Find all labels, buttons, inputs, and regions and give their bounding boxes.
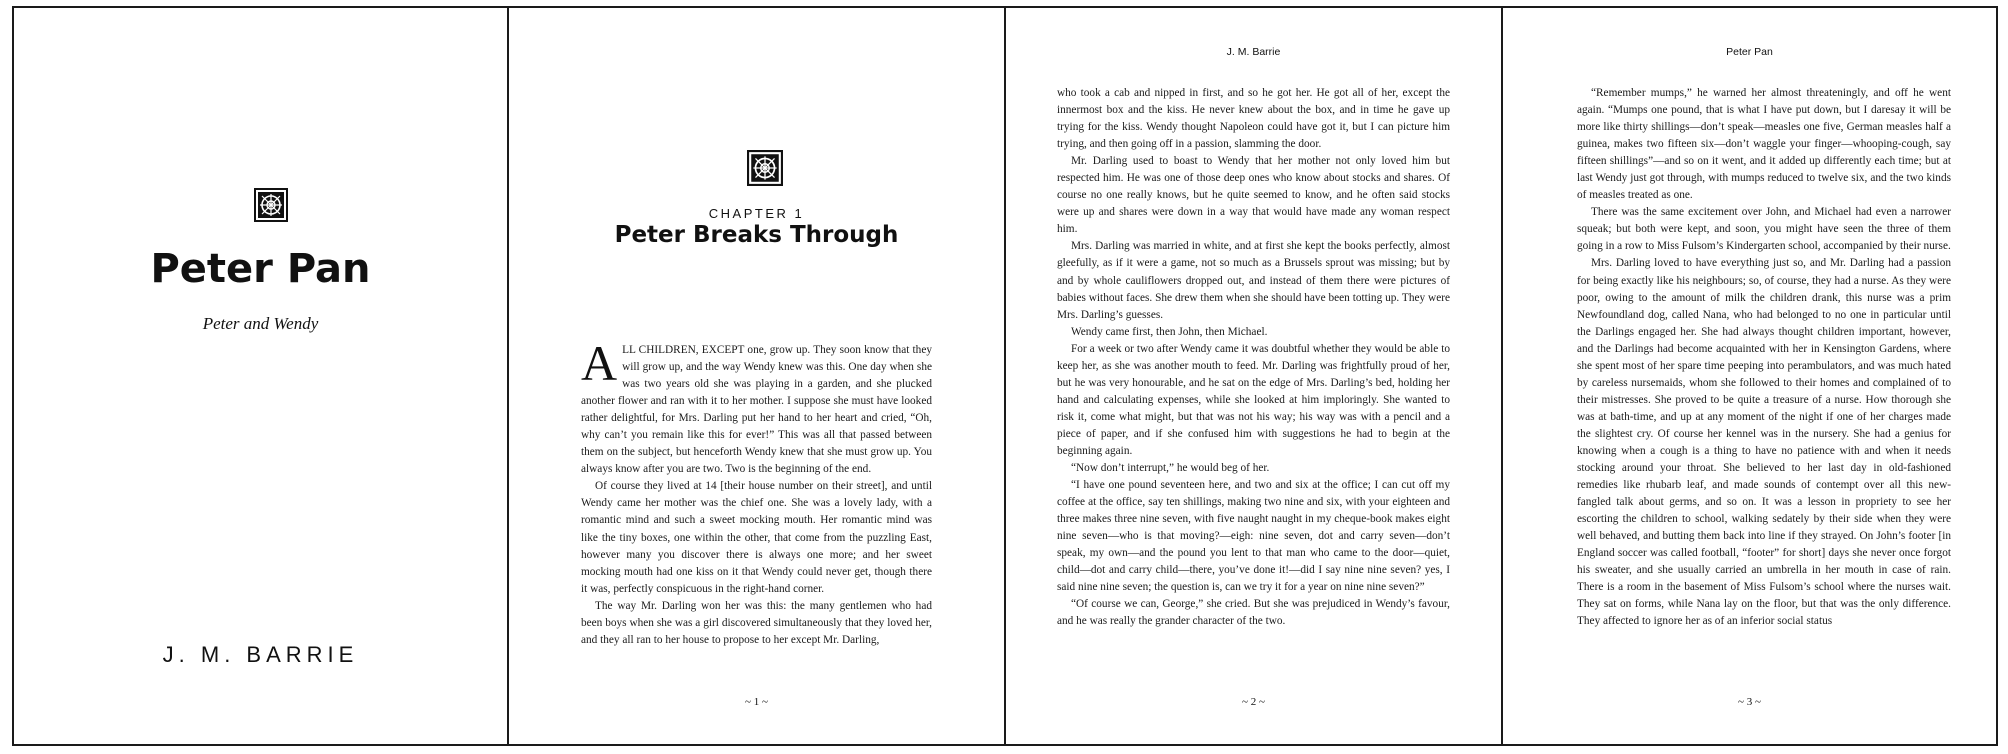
chapter-body: [581, 335, 932, 649]
paragraph: There was the same excitement over John, and Michael had even a narrower squeak; but both were kept, and soon, you might have seen the three of them going in a row to Miss Fulsom’s Kindergarten school, accompanied by their nurse.: [1577, 206, 1951, 253]
running-head: J. M. Barrie: [1226, 46, 1281, 58]
page-body: [1057, 85, 1450, 631]
opening-text: LL CHILDREN, EXCEPT one, grow up. They soon know that they will grow up, and the way Wendy knew was this. One day when she was two years old she was playing in a garden, and she plucked another flower and ran with it to her mother. I suppose she must have looked rather delightful, for Mrs. Darling put her hand to her heart and cried, “Oh, why can’t you remain like this for ever!” This was all that passed between them on the subject, but henceforth Wendy knew that she must grow up. You always know after you are two. Two is the beginning of the end.: [581, 344, 932, 476]
drop-cap: A: [581, 335, 618, 391]
title-page: [14, 8, 509, 744]
paragraph: Of course they lived at 14 [their house number on their street], and until Wendy came her mother was the chief one. She was a lovely lady, with a romantic mind and such a sweet mocking mouth. Her romantic mind was like the tiny boxes, one within the other, that come from the puzzling East, however many you discover there is always one more; and her sweet mocking mouth had one kiss on it that Wendy could never get, though there it was, perfectly conspicuous in the right-hand corner.: [581, 480, 932, 595]
opening-paragraph: [581, 335, 932, 478]
paragraph: For a week or two after Wendy came it was doubtful whether they would be able to keep her, as she was another mouth to feed. Mr. Darling was frightfully proud of her, but he was very honourable, and he sat on the edge of Mrs. Darling’s bed, holding her hand and calculating expenses, while she looked at him imploringly. She wanted to risk it, come what might, but that was not his way; his way was with a pencil and a piece of paper, and if she confused him with suggestions he had to begin at the beginning again.: [1057, 342, 1450, 457]
page-number: ~ 2 ~: [1242, 696, 1265, 708]
book-subtitle: Peter and Wendy: [202, 314, 319, 333]
paragraph: “Of course we can, George,” she cried. But she was prejudiced in Wendy’s favour, and he was really the grander character of the two.: [1057, 598, 1450, 628]
paragraph: “Now don’t interrupt,” he would beg of her.: [1071, 462, 1270, 475]
running-head: Peter Pan: [1726, 46, 1773, 58]
text-page-2: [1006, 8, 1503, 744]
paragraph: Mrs. Darling loved to have everything just so, and Mr. Darling had a passion for being exactly like his neighbours; so, of course, they had a nurse. As they were poor, owing to the amount of milk the children drank, this nurse was a prim Newfoundland dog, called Nana, who had belonged to no one in particular until the Darlings engaged her. She had always thought children important, however, and the Darlings had become acquainted with her in Kensington Gardens, where she spent most of her spare time peeping into perambulators, and was much hated by careless nursemaids, whom she followed to their homes and complained of to their mistresses. She proved to be quite a treasure of a nurse. How thorough she was at bath-time, and up at any moment of the night if one of her charges made the slightest cry. Of course her kennel was in the nursery. She had a genius for knowing when a cough is a thing to have no patience with and when it needs stocking around your throat. She believed to her last day in old-fashioned remedies like rhubarb leaf, and made sounds of contempt over all this new-fangled talk about germs, and so on. It was a lesson in propriety to see her escorting the children to school, walking sedately by their side when they were well behaved, and butting them back into line if they strayed. On John’s footer [in England soccer was called football, “footer” for short] days she never once forgot his sweater, and she usually carried an umbrella in her mouth in case of rain. There is a room in the basement of Miss Fulsom’s school where the nurses wait. They sat on forms, while Nana lay on the floor, but that was the only difference. They affected to ignore her as of an inferior social status: [1577, 257, 1951, 628]
book-spread: [12, 6, 1998, 746]
chapter-label: CHAPTER 1: [708, 206, 805, 221]
chapter-page: [509, 8, 1006, 744]
paragraph: The way Mr. Darling won her was this: the many gentlemen who had been boys when she was a girl discovered simultaneously that they loved her, and they all ran to her house to propose to her except Mr. Darling,: [581, 599, 932, 646]
paragraph: who took a cab and nipped in first, and so he got her. He got all of her, except the innermost box and the kiss. He never knew about the box, and in time he gave up trying for the kiss. Wendy thought Napoleon could have got it, but I can picture him trying, and then going off in a passion, slamming the door.: [1057, 87, 1450, 151]
paragraph: “I have one pound seventeen here, and two and six at the office; I can cut off my coffee at the office, say ten shillings, making two nine and six, with your eighteen and three makes three nine seven, with five naught naught in my cheque-book makes eight nine seven—who is that moving?—eigh: nine seven, dot and carry seven—don’t speak, my own—and the pound you lent to that man who came to the door—quiet, child—dot and carry child—there, you’ve done it!—did I say nine nine seven? yes, I said nine nine seven; the question is, can we try it for a year on nine nine seven?”: [1057, 479, 1450, 594]
text-page-3: [1503, 8, 1996, 744]
page-number: ~ 3 ~: [1738, 696, 1761, 708]
book-author: J. M. BARRIE: [162, 642, 359, 667]
book-title: Peter Pan: [150, 246, 371, 292]
paragraph: “Remember mumps,” he warned her almost threateningly, and off he went again. “Mumps one pound, that is what I have put down, but I daresay it will be more like thirty shillings—don’t speak—measles one five, German measles half a guinea, makes two fifteen six—don’t waggle your finger—whooping-cough, say fifteen shillings”—and so on it went, and it added up differently each time; but at last Wendy just got through, with mumps reduced to twelve six, and the two kinds of measles treated as one.: [1577, 87, 1951, 202]
paragraph: Mr. Darling used to boast to Wendy that her mother not only loved him but respected him. He was one of those deep ones who know about stocks and shares. Of course no one really knows, but he quite seemed to know, and he often said stocks were up and shares were down in a way that would have made any woman respect him.: [1057, 155, 1450, 236]
knot-ornament-icon: [747, 150, 783, 186]
page-body: [1577, 85, 1951, 631]
page-number: ~ 1 ~: [745, 696, 768, 708]
knot-ornament-icon: [254, 188, 288, 222]
paragraph: Mrs. Darling was married in white, and at first she kept the books perfectly, almost gleefully, as if it were a game, not so much as a Brussels sprout was missing; but by and by whole cauliflowers dropped out, and instead of them there were pictures of babies without faces. She drew them when she should have been totting up. They were Mrs. Darling’s guesses.: [1057, 240, 1450, 321]
paragraph: Wendy came first, then John, then Michael.: [1071, 325, 1268, 338]
chapter-title: Peter Breaks Through: [614, 222, 899, 248]
